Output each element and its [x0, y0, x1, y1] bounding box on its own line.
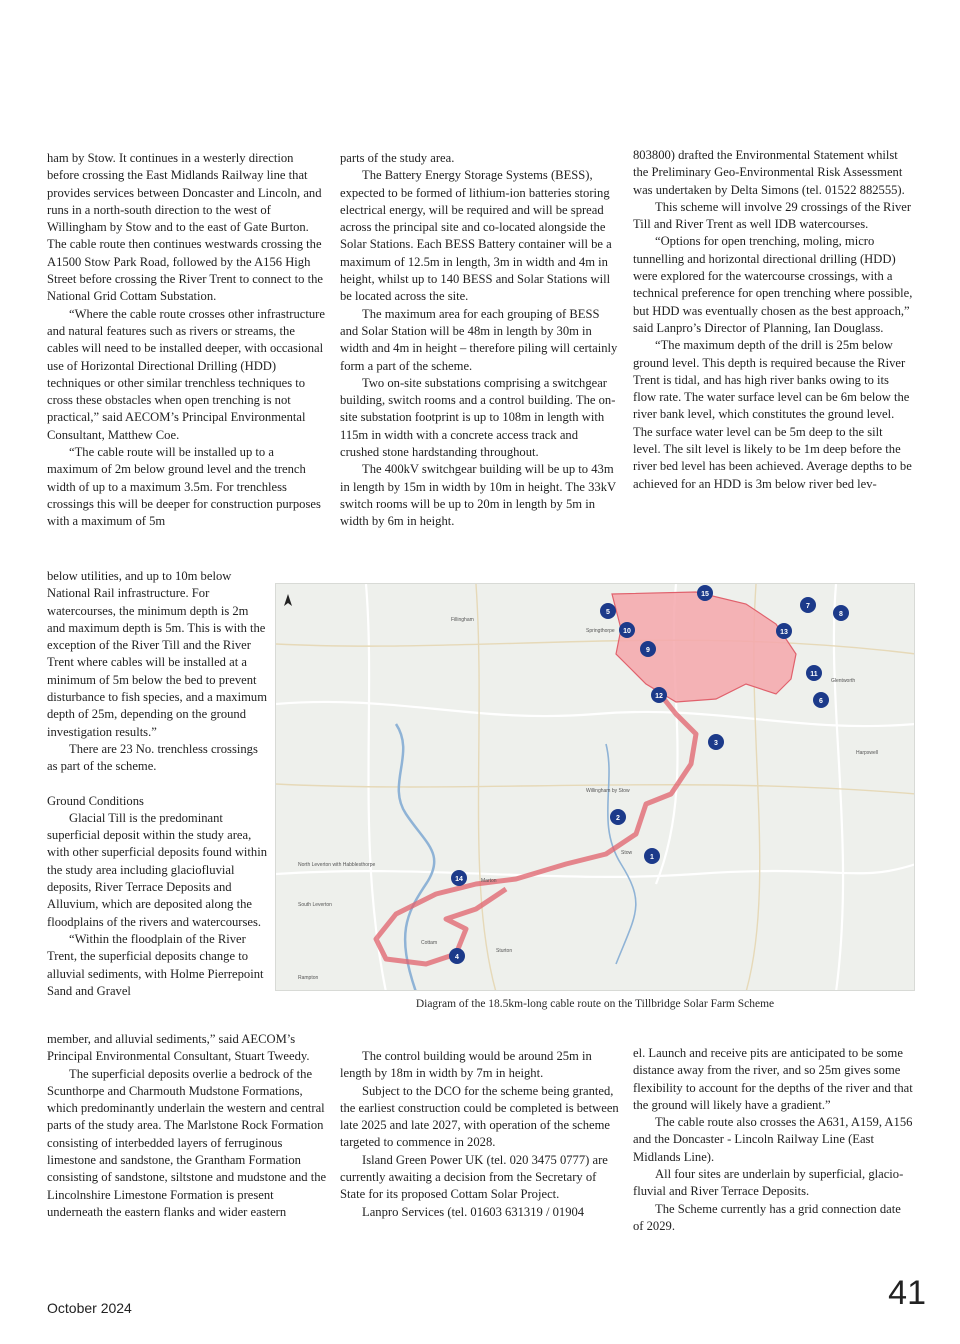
route-marker [697, 585, 713, 601]
place-label: North Leverton with Habblesthorpe [298, 862, 376, 868]
svg-text:4: 4 [455, 954, 459, 961]
article-column-3 [633, 147, 913, 493]
route-marker [610, 809, 626, 825]
article-column-1 [47, 150, 327, 531]
paragraph: Lanpro Services (tel. 01603 631319 / 01904 [362, 1204, 585, 1219]
svg-text:15: 15 [701, 591, 709, 598]
paragraph: The superficial deposits overlie a bedrock of the Scunthorpe and Charmouth Mudstone Formations, which predominantly underlain the western and central parts of the study area. The Marlstone Rock Formation consisting of interbedded layers of ferruginous limestone and sandstone, the Grantham Formation consisting of sandstone, siltstone and mudstone and the Lincolnshire Limestone Formation is present underneath the eastern flanks and wider eastern [47, 1066, 327, 1219]
route-marker [600, 603, 616, 619]
paragraph: The cable route also crosses the A631, A159, A156 and the Doncaster - Lincoln Railway Line (East Midlands Line). [633, 1115, 913, 1164]
paragraph: 803800) drafted the Environmental Statement whilst the Preliminary Geo-Environmental Risk Assessment was undertaken by Delta Simons (tel. 01522 882555). [633, 148, 905, 197]
svg-text:12: 12 [655, 693, 663, 700]
paragraph: “Within the floodplain of the River Trent, the superficial deposits change to alluvial sediments, with Holme Pierrepoint Sand and Gravel [47, 931, 264, 998]
svg-text:5: 5 [606, 609, 610, 616]
article-column-2 [340, 150, 618, 531]
article-column-3-bottom [633, 1045, 913, 1235]
place-label: South Leverton [298, 902, 332, 908]
paragraph: below utilities, and up to 10m below National Rail infrastructure. For watercourses, the minimum depth is 2m and maximum depth is 5m. This is with the exception of the River Till and the River Trent where cables will be installed at a minimum of 5m below the bed to prevent disturbance to fish species, and a maximum depth of 25m, depending on the ground investigation results.” [47, 569, 267, 739]
paragraph: Subject to the DCO for the scheme being granted, the earliest construction could be completed is between late 2025 and late 2027, with operation of the scheme targeted to commence in 2028. [340, 1083, 619, 1150]
svg-text:3: 3 [714, 740, 718, 747]
paragraph: The maximum area for each grouping of BESS and Solar Station will be 48m in length by 30m in width and 4m in height – therefore piling will certainly form a part of the scheme. [340, 306, 618, 373]
article-column-1-bottom [47, 1031, 327, 1221]
cable-route-map [275, 583, 915, 991]
route-marker [813, 692, 829, 708]
paragraph: The Scheme currently has a grid connection date of 2029. [633, 1201, 901, 1233]
route-marker [833, 605, 849, 621]
route-marker [640, 641, 656, 657]
route-marker [806, 665, 822, 681]
figure-caption: Diagram of the 18.5km-long cable route on the Tillbridge Solar Farm Scheme [415, 998, 775, 1010]
route-marker [449, 948, 465, 964]
paragraph: “The cable route will be installed up to a maximum of 2m below ground level and the trench width of up to a maximum 3.5m. For trenchless crossings this will be deeper for construction purposes with a maximum of 5m [47, 445, 321, 529]
paragraph: There are 23 No. trenchless crossings as part of the scheme. [47, 741, 258, 774]
place-label: Marton [481, 878, 497, 884]
paragraph: Two on-site substations comprising a switchgear building, switch rooms and a control building. The on-site substation footprint is up to 108m in length with 115m in width with a concrete access track and crushed stone hardstanding throughout. [340, 375, 616, 460]
map-graphic [276, 584, 915, 991]
paragraph: member, and alluvial sediments,” said AECOM’s Principal Environmental Consultant, Stuart Tweedy. [47, 1032, 310, 1064]
page-number: 41 [888, 1274, 926, 1312]
paragraph: parts of the study area. [340, 151, 455, 165]
place-label: Willingham by Stow [586, 788, 630, 794]
paragraph: All four sites are underlain by superficial, glacio-fluvial and River Terrace Deposits. [633, 1167, 904, 1199]
svg-text:9: 9 [646, 647, 650, 654]
svg-text:6: 6 [819, 698, 823, 705]
svg-text:13: 13 [780, 629, 788, 636]
paragraph: “Where the cable route crosses other infrastructure and natural features such as rivers or streams, the cables will need to be installed deeper, with occasional use of Horizontal Directional Drilling (HDD) techniques or other similar trenchless techniques to cross these obstacles when open trenching is not practical,” said AECOM’s Principal Environmental Consultant, Matthew Coe. [47, 306, 325, 442]
svg-text:10: 10 [623, 628, 631, 635]
article-column-2-bottom [340, 1048, 620, 1221]
section-heading: Ground Conditions [47, 793, 144, 808]
svg-text:11: 11 [810, 671, 818, 678]
paragraph: The control building would be around 25m in length by 18m in width by 7m in height. [340, 1049, 592, 1081]
paragraph: el. Launch and receive pits are anticipated to be some distance away from the river, and so 25m gives some flexibility to account for the depths of the river and that the ground will likely have a gradient.” [633, 1046, 913, 1112]
paragraph: This scheme will involve 29 crossings of the River Till and River Trent as well IDB watercourses. [633, 199, 912, 232]
route-marker [644, 848, 660, 864]
paragraph: “Options for open trenching, moling, micro tunnelling and horizontal directional drilling (HDD) were explored for the watercourse crossings, with a technical preference for open trenching where possible, but HDD was eventually chosen as the best approach,” said Lanpro’s Director of Planning, Ian Douglass. [633, 234, 913, 335]
issue-date: October 2024 [47, 1300, 132, 1316]
paragraph: The Battery Energy Storage Systems (BESS), expected to be formed of lithium-ion batteries storing electrical energy, will be required and will be spread across the principal site and co-located alongside the Solar Stations. Each BESS Battery container will be a maximum of 12.5m in length, 3m in width and 4m in height, whilst up to 140 BESS and Solar Stations will be located across the site. [340, 168, 612, 304]
place-label: Cottam [421, 940, 438, 946]
svg-text:1: 1 [650, 854, 654, 861]
route-marker [708, 734, 724, 750]
svg-text:8: 8 [839, 611, 843, 618]
paragraph: Island Green Power UK (tel. 020 3475 0777) are currently awaiting a decision from the Secretary of State for its proposed Cottam Solar Project. [340, 1152, 608, 1202]
place-label: Harpswell [856, 750, 878, 756]
route-marker [800, 597, 816, 613]
route-marker [651, 687, 667, 703]
paragraph: “The maximum depth of the drill is 25m below ground level. This depth is required because the River Trent is tidal, and has high river banks owing to its flow rate. The water surface level can be 6m below the river bank level, which constitutes the ground level. The surface water level can be 5m deep to the silt level. The silt level is likely to be 1m deep before the river bed level has been achieved. Average depths to be achieved for an HDD is 3m below river bed lev- [633, 338, 912, 491]
paragraph: ham by Stow. It continues in a westerly direction before crossing the East Midlands Railway line that provides services between Doncaster and Lincoln, and runs in a north-south direction to the west of Willingham by Stow and to the east of Gate Burton. The cable route then continues westwards crossing the A1500 Stow Park Road, followed by the A156 High Street before crossing the River Trent to connect to the National Grid Cottam Substation. [47, 151, 323, 304]
place-label: Stow [621, 850, 633, 856]
place-label: Sturton [496, 948, 513, 954]
article-column-1-narrow [47, 568, 267, 1000]
route-marker [776, 623, 792, 639]
place-label: Glentworth [831, 678, 856, 684]
route-marker [451, 870, 467, 886]
svg-text:7: 7 [806, 603, 810, 610]
place-label: Rampton [298, 975, 319, 981]
place-label: Fillingham [451, 617, 474, 623]
place-label: Springthorpe [586, 628, 615, 634]
route-marker [619, 622, 635, 638]
paragraph: The 400kV switchgear building will be up to 43m in length by 15m in width by 10m in height. The 33kV switch rooms will be up to 20m in length by 5m in width by 6m in height. [340, 462, 616, 529]
paragraph: Glacial Till is the predominant superficial deposit within the study area, with other superficial deposits found within the study area including glaciofluvial deposits, River Terrace Deposits and Alluvium, which are deposited along the floodplains of the rivers and watercourses. [47, 810, 268, 929]
svg-text:2: 2 [616, 815, 620, 822]
svg-text:14: 14 [455, 876, 463, 883]
